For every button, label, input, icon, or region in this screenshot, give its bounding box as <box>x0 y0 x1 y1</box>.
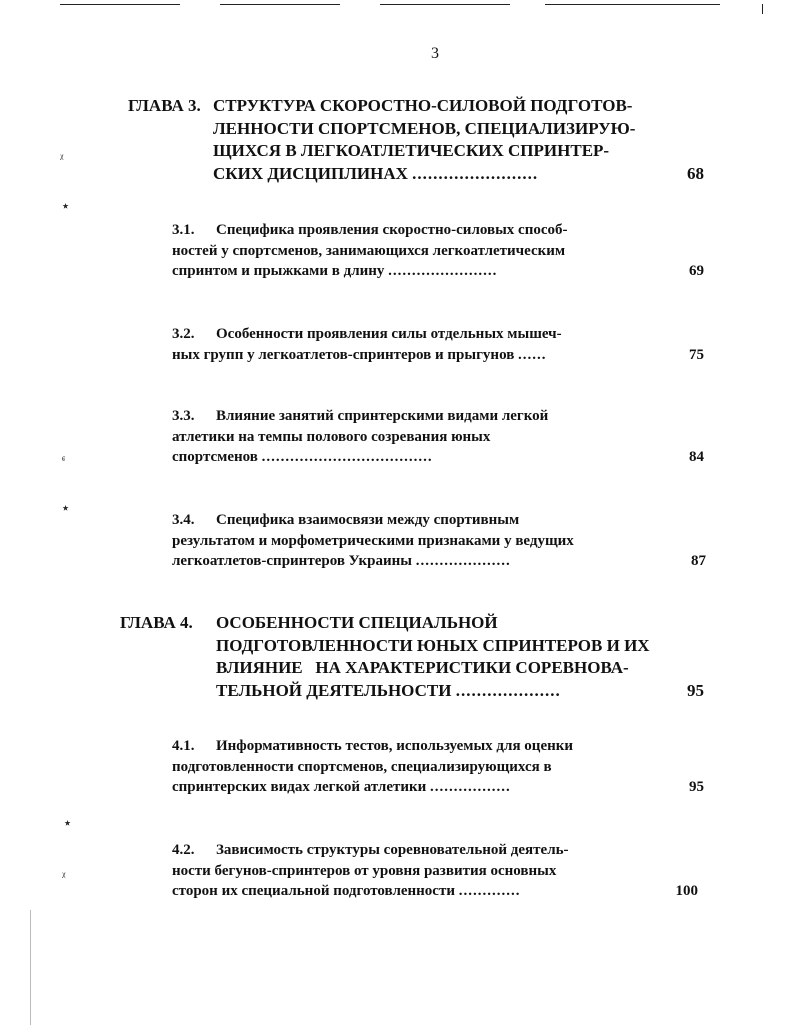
entry-title-line: ностей у спортсменов, занимающихся легкоатлетическим <box>172 242 566 259</box>
entry-title-line: Информативность тестов, используемых для оценки <box>216 738 574 754</box>
scan-speck: ٭ <box>62 500 70 515</box>
entry-title-line: подготовленности спортсменов, специализирующихся в <box>172 758 552 775</box>
entry-title-line: атлетики на темпы полового созревания юных <box>172 428 491 445</box>
entry-page-number: 100 <box>675 883 698 899</box>
dot-leader: .................... <box>415 553 511 569</box>
toc-section-3-1 <box>172 220 704 282</box>
entry-title-line: ВЛИЯНИЕ НА ХАРАКТЕРИСТИКИ СОРЕВНОВА- <box>216 658 629 677</box>
dot-leader: ................. <box>430 779 511 795</box>
scan-speck: ᵡ <box>62 868 66 883</box>
section-number: 4.1. <box>172 738 195 754</box>
chapter-label: ГЛАВА 4. <box>120 613 193 632</box>
scan-edge-line <box>220 4 340 5</box>
entry-page-number: 68 <box>687 163 704 183</box>
section-number: 3.4. <box>172 512 195 528</box>
scan-edge-line <box>60 4 180 5</box>
toc-section-4-2 <box>172 840 698 902</box>
scan-edge-line <box>380 4 510 5</box>
entry-title-line: ЩИХСЯ В ЛЕГКОАТЛЕТИЧЕСКИХ СПРИНТЕР- <box>213 141 610 160</box>
entry-title-line: Специфика проявления скоростно-силовых способ- <box>216 222 568 238</box>
section-number: 3.1. <box>172 222 195 238</box>
dot-leader: ...... <box>518 346 547 363</box>
entry-title-line: спринтом и прыжками в длину <box>172 263 385 279</box>
toc-section-3-4 <box>172 510 706 572</box>
entry-page-number: 84 <box>689 449 704 465</box>
entry-page-number: 75 <box>689 346 704 363</box>
scan-speck: ٭ <box>62 198 70 213</box>
scan-edge-line <box>762 4 763 14</box>
entry-title-line: Особенности проявления силы отдельных мышеч- <box>216 326 562 342</box>
entry-title-line: ных групп у легкоатлетов-спринтеров и прыгунов <box>172 346 515 363</box>
entry-title-line: СКИХ ДИСЦИПЛИНАХ <box>213 163 408 183</box>
toc-chapter-3 <box>128 95 704 185</box>
toc-section-4-1 <box>172 736 704 798</box>
entry-title-line: ности бегунов-спринтеров от уровня развития основных <box>172 862 557 879</box>
dot-leader: .................................... <box>261 449 433 465</box>
entry-title-line: результатом и морфометрическими признаками у ведущих <box>172 532 574 549</box>
entry-title-line: ПОДГОТОВЛЕННОСТИ ЮНЫХ СПРИНТЕРОВ И ИХ <box>216 635 650 655</box>
entry-title-line: спортсменов <box>172 449 258 465</box>
entry-title-line: Влияние занятий спринтерскими видами легкой <box>216 408 549 424</box>
section-number: 3.2. <box>172 326 195 342</box>
entry-title-line: Зависимость структуры соревновательной деятель- <box>216 842 569 858</box>
dot-leader: .................... <box>455 680 561 700</box>
entry-page-number: 95 <box>687 680 704 700</box>
entry-title-line: СТРУКТУРА СКОРОСТНО-СИЛОВОЙ ПОДГОТОВ- <box>213 96 633 115</box>
entry-title-line: легкоатлетов-спринтеров Украины <box>172 553 412 569</box>
entry-title-line: сторон их специальной подготовленности <box>172 883 455 899</box>
dot-leader: ........................ <box>412 163 539 183</box>
section-number: 3.3. <box>172 408 195 424</box>
entry-title-line: ОСОБЕННОСТИ СПЕЦИАЛЬНОЙ <box>216 613 498 632</box>
toc-section-3-3 <box>172 406 704 468</box>
scan-speck: ٭ <box>64 815 72 830</box>
page-number: 3 <box>431 45 439 62</box>
scan-speck: ᵡ <box>60 150 64 165</box>
dot-leader: ....................... <box>388 263 498 279</box>
scan-edge-line <box>30 910 31 1025</box>
entry-page-number: 87 <box>691 553 706 569</box>
entry-page-number: 69 <box>689 263 704 279</box>
entry-title-line: ТЕЛЬНОЙ ДЕЯТЕЛЬНОСТИ <box>216 680 452 700</box>
toc-chapter-4 <box>120 612 704 702</box>
chapter-label: ГЛАВА 3. <box>128 96 201 115</box>
scan-speck: ᶝ <box>62 452 66 467</box>
entry-page-number: 95 <box>689 779 704 795</box>
scan-edge-line <box>545 4 720 5</box>
toc-section-3-2 <box>172 324 704 365</box>
entry-title-line: спринтерских видах легкой атлетики <box>172 779 427 795</box>
dot-leader: ............. <box>458 883 521 899</box>
section-number: 4.2. <box>172 842 195 858</box>
entry-title-line: ЛЕННОСТИ СПОРТСМЕНОВ, СПЕЦИАЛИЗИРУЮ- <box>213 118 636 138</box>
entry-title-line: Специфика взаимосвязи между спортивным <box>216 512 520 528</box>
